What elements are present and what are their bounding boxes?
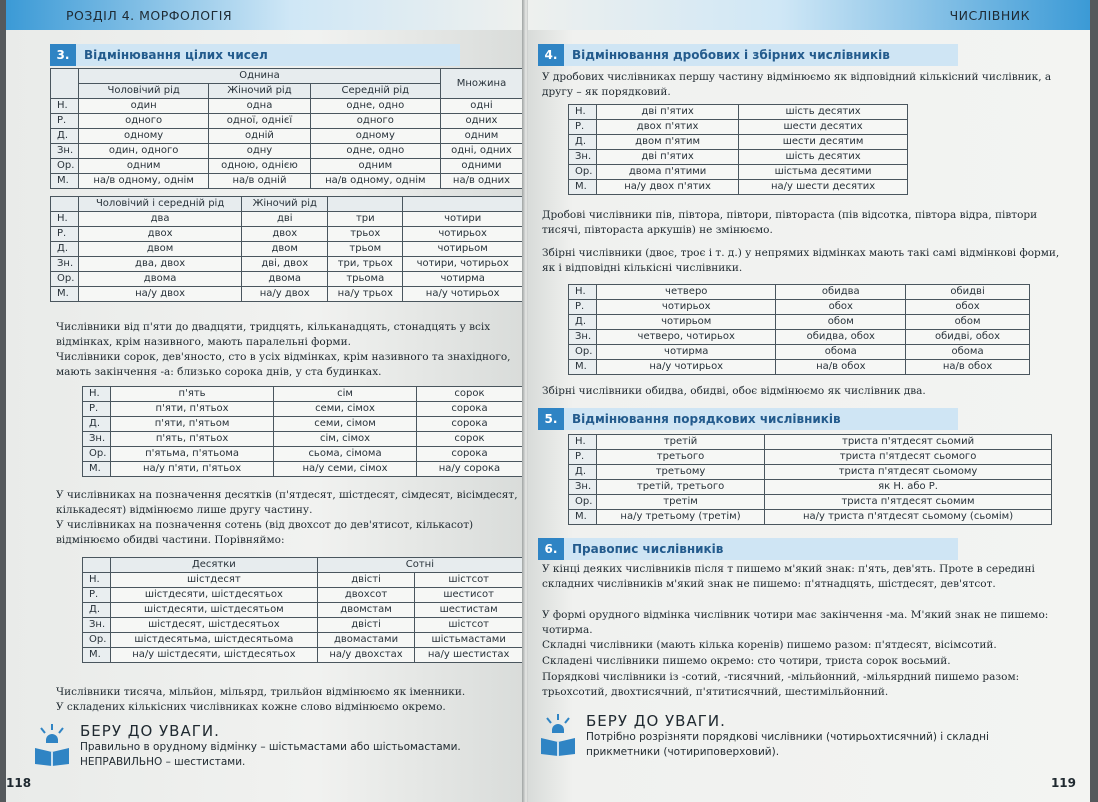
paragraph-hundreds: У числівниках на позначення сотень (від двохсот до дев'ятисот, кількасот) відмінюємо обидві частини. Порівняймо: [56,519,474,546]
case-label: Р. [569,450,597,465]
table-cell: трьома [328,272,403,287]
column-header: Жіночий рід [242,197,328,212]
declension-table-two-four [50,196,523,302]
table-cell: третім [597,495,765,510]
table-cell: одним [79,159,209,174]
table-cell: четверо [597,285,776,300]
column-header [403,197,523,212]
table-cell: одному [310,129,440,144]
page-number-right: 119 [1050,776,1076,790]
table-row [51,227,523,242]
table-cell: на/в обох [776,360,906,375]
case-header-empty [83,558,111,573]
table-row [569,165,908,180]
paragraph-parallel-forms: Числівники від п'яти до двадцяти, тридцять, кільканадцять, стонадцять у всіх відмінках, крім називного, мають паралельні форми. [56,321,491,348]
table-cell: п'яти, п'ятьох [111,402,274,417]
section-6-header [538,538,958,560]
table-cell: двом п'ятим [597,135,739,150]
case-label: Н. [51,212,79,227]
declension-table-five-seven-forty [82,386,523,477]
table-cell: одним [440,129,522,144]
paragraph-soft-sign: У кінці деяких числівників після т пишемо м'який знак: п'ять, дев'ять. Проте в середині складних числівників м'який знак не пишемо: п'ятнадцять, шістдесят, дев'ятсот. [542,563,1035,590]
table-cell: п'ять, п'ятьох [111,432,274,447]
case-label: Д. [569,135,597,150]
table-row [51,174,523,189]
table-cell: дві п'ятих [597,150,739,165]
table-cell: чотирьом [597,315,776,330]
table-cell: одними [440,159,522,174]
table-row [569,435,1052,450]
table-row [569,180,908,195]
paragraph-obydva: Збірні числівники обидва, обидві, обоє відмінюємо як числівник два. [542,385,926,397]
table-cell: шістдесят, шістдесятьох [111,618,318,633]
column-header: Жіночий рід [209,84,310,99]
table-cell: обидві, обох [906,330,1030,345]
table-cell: третьому [597,465,765,480]
table-cell: п'ятьма, п'ятьома [111,447,274,462]
table-cell: сім, сімох [274,432,417,447]
case-label: М. [569,510,597,525]
table-cell: на/у двохстах [317,648,415,663]
paragraph-chotyrma: У формі орудного відмінка числівник чотири має закінчення -ма. М'який знак не пишемо: чотирма. [542,609,1049,636]
table-row [569,330,1030,345]
column-header: Множина [440,69,522,99]
table-cell: одних [440,114,522,129]
section-number: 4. [538,44,564,66]
case-label: Р. [83,402,111,417]
table-cell: одним [310,159,440,174]
case-label: Ор. [51,272,79,287]
case-label: Зн. [83,618,111,633]
column-header: Десятки [111,558,318,573]
table-cell: обома [776,345,906,360]
book-lamp-icon [32,722,72,766]
table-cell: два [79,212,242,227]
case-label: Н. [569,105,597,120]
table-cell: п'ять [111,387,274,402]
case-label: Н. [83,387,111,402]
table-cell: на/у п'яти, п'ятьох [111,462,274,477]
table-row [569,495,1052,510]
column-header: Сотні [317,558,522,573]
case-label: Ор. [83,447,111,462]
case-label: Зн. [83,432,111,447]
table-cell: одні [440,99,522,114]
case-label: Зн. [569,480,597,495]
table-cell: на/у двох [79,287,242,302]
fraction-declension-table [568,104,908,195]
table-cell: двомастами [317,633,415,648]
case-label: Зн. [51,144,79,159]
section-title: Відмінювання дробових і збірних числівників [572,48,890,62]
table-row [51,129,523,144]
table-cell: триста п'ятдесят сьомим [765,495,1052,510]
case-label: Зн. [569,330,597,345]
table-cell: чотирма [597,345,776,360]
table-cell: одну [209,144,310,159]
paragraph-sorok: Числівники сорок, дев'яносто, сто в усіх відмінках, крім називного та знахідного, мають закінчення -а: близько сорока днів, у ста будинках. [56,351,511,378]
table-cell: одні, одних [440,144,522,159]
table-cell: семи, сімох [274,402,417,417]
left-page [6,0,523,802]
table-row [51,99,523,114]
table-cell: двісті [317,618,415,633]
table-cell: одної, однієї [209,114,310,129]
table-cell: двома [242,272,328,287]
table-row [83,588,523,603]
table-cell: одна [209,99,310,114]
table-cell: чотирьох [403,227,523,242]
table-cell: одній [209,129,310,144]
column-header: Середній рід [310,84,440,99]
column-header [328,197,403,212]
table-cell: сім [274,387,417,402]
paragraph-fractions: У дробових числівниках першу частину відмінюємо як відповідний кількісний числівник, а другу – як порядковий. [542,71,1052,98]
table-cell: шістдесяти, шістдесятьох [111,588,318,603]
case-label: М. [83,462,111,477]
notice-box-left [32,722,518,770]
table-cell: третій, третього [597,480,765,495]
table-cell: двома [79,272,242,287]
table-cell: четверо, чотирьох [597,330,776,345]
table-cell: сорока [416,447,522,462]
paragraph-compound: У складених кількісних числівниках кожне слово відмінюємо окремо. [56,701,446,713]
table-cell: на/у чотирьох [403,287,523,302]
section-3-header [50,44,460,66]
table-cell: третій [597,435,765,450]
ordinal-declension-table [568,434,1052,525]
table-row [569,135,908,150]
section-number: 5. [538,408,564,430]
case-label: Ор. [51,159,79,174]
table-row [51,272,523,287]
table-cell: шістдесят [111,573,318,588]
section-title: Правопис числівників [572,542,724,556]
case-label: Зн. [51,257,79,272]
table-cell: три, трьох [328,257,403,272]
page-number-left: 118 [6,776,32,790]
case-label: Р. [51,114,79,129]
table-row [51,257,523,272]
case-label: М. [83,648,111,663]
table-cell: шістдесяти, шістдесятьом [111,603,318,618]
notice-box-right [538,712,1058,760]
case-label: Д. [569,465,597,480]
case-label: Д. [51,129,79,144]
book-lamp-icon [538,712,578,756]
case-header-empty [51,197,79,212]
table-cell: двом [242,242,328,257]
table-row [569,510,1052,525]
section-number: 6. [538,538,564,560]
table-cell: дві, двох [242,257,328,272]
table-row [83,618,523,633]
table-cell: на/в одних [440,174,522,189]
table-row [51,144,523,159]
table-cell: двох п'ятих [597,120,739,135]
table-cell: триста п'ятдесят сьомого [765,450,1052,465]
paragraph-compound-numerals: Складені числівники пишемо окремо: сто чотири, триста сорок восьмий. [542,655,951,667]
left-running-head: РОЗДІЛ 4. МОРФОЛОГІЯ [6,0,523,30]
table-cell: п'яти, п'ятьом [111,417,274,432]
table-row [569,300,1030,315]
table-cell: на/у шестистах [415,648,523,663]
notice-heading: БЕРУ ДО УВАГИ. [80,722,220,740]
table-row [83,648,523,663]
table-cell: трьох [328,227,403,242]
table-cell: семи, сімом [274,417,417,432]
table-row [569,285,1030,300]
case-label: Н. [569,285,597,300]
table-cell: двісті [317,573,415,588]
table-row [51,159,523,174]
section-title: Відмінювання порядкових числівників [572,412,841,426]
right-page [528,0,1090,802]
table-row [83,573,523,588]
table-row [51,114,523,129]
table-cell: обидва [776,285,906,300]
table-cell: на/в одному, однім [79,174,209,189]
case-label: Ор. [83,633,111,648]
case-label: М. [569,180,597,195]
section-title: Відмінювання цілих чисел [84,48,268,62]
table-cell: обома [906,345,1030,360]
case-label: Ор. [569,165,597,180]
notice-text: Правильно в орудному відмінку – шістьмастами або шістьомастами. [80,741,461,753]
table-cell: шість десятих [739,150,908,165]
table-row [83,633,523,648]
table-cell: три [328,212,403,227]
table-row [83,402,523,417]
table-cell: сорок [416,432,522,447]
table-cell: дві п'ятих [597,105,739,120]
section-number: 3. [50,44,76,66]
table-cell: обом [776,315,906,330]
table-cell: на/у двох п'ятих [597,180,739,195]
case-label: Р. [51,227,79,242]
table-cell: шестисот [415,588,523,603]
table-cell: шістсот [415,573,523,588]
singular-group-header: Однина [79,69,441,84]
table-row [569,120,908,135]
table-cell: двох [242,227,328,242]
table-cell: чотирма [403,272,523,287]
paragraph-complex-numerals: Складні числівники (мають кілька коренів) пишемо разом: п'ятдесят, вісімсотий. [542,639,997,651]
table-cell: шести десятим [739,135,908,150]
table-row [83,447,523,462]
notice-heading: БЕРУ ДО УВАГИ. [586,712,726,730]
paragraph-thousand: Числівники тисяча, мільйон, мільярд, трильйон відмінюємо як іменники. [56,686,466,698]
table-cell: одному [79,129,209,144]
table-cell: чотири [403,212,523,227]
case-label: Ор. [569,345,597,360]
paragraph-tens: У числівниках на позначення десятків (п'ятдесят, шістдесят, сімдесят, вісімдесят, кількадесят) відмінюємо лише другу частину. [56,489,518,516]
paragraph-indeclinable-fractions: Дробові числівники пів, півтора, півтори, півтораста (пів відсотка, півтора відра, півтори тисячі, півтораста аркушів) не змінюємо. [542,209,1038,236]
table-cell: сорока [416,402,522,417]
table-cell: на/в одній [209,174,310,189]
table-cell: шістьмастами [415,633,523,648]
table-cell: одного [310,114,440,129]
table-row [569,150,908,165]
table-cell: двомстам [317,603,415,618]
table-cell: двохсот [317,588,415,603]
table-cell: на/в обох [906,360,1030,375]
table-cell: один [79,99,209,114]
case-label: Н. [51,99,79,114]
case-label: М. [51,287,79,302]
table-cell: як Н. або Р. [765,480,1052,495]
table-cell: шести десятих [739,120,908,135]
case-label: М. [569,360,597,375]
table-cell: триста п'ятдесят сьомий [765,435,1052,450]
case-label: Д. [83,603,111,618]
paragraph-collective: Збірні числівники (двоє, троє і т. д.) у непрямих відмінках мають такі самі відмінкові форми, як і відповідні кількісні числівники. [542,247,1060,274]
notice-text: Потрібно розрізняти порядкові числівники (чотирьохтисячний) і складні прикметники (чотириповерховий). [586,731,989,758]
section-5-header [538,408,958,430]
table-cell: трьом [328,242,403,257]
table-row [569,105,908,120]
case-label: Д. [51,242,79,257]
case-label: Ор. [569,495,597,510]
table-cell: чотири, чотирьох [403,257,523,272]
table-cell: шістдесятьма, шістдесятьома [111,633,318,648]
table-cell: чотирьох [597,300,776,315]
table-row [51,287,523,302]
declension-table-one [50,68,523,189]
section-4-header [538,44,958,66]
table-row [83,603,523,618]
case-label: Н. [569,435,597,450]
table-cell: обидва, обох [776,330,906,345]
table-row [51,242,523,257]
table-cell: одною, однією [209,159,310,174]
table-cell: обох [776,300,906,315]
case-label: Зн. [569,150,597,165]
table-cell: шість десятих [739,105,908,120]
table-cell: обидві [906,285,1030,300]
table-row [51,212,523,227]
table-row [569,360,1030,375]
table-cell: на/у шести десятих [739,180,908,195]
table-cell: сорока [416,417,522,432]
case-label: Р. [569,300,597,315]
table-row [569,465,1052,480]
table-cell: на/в одному, однім [310,174,440,189]
table-cell: двом [79,242,242,257]
table-cell: триста п'ятдесят сьомому [765,465,1052,480]
case-label: Д. [569,315,597,330]
table-cell: одне, одно [310,144,440,159]
table-cell: обох [906,300,1030,315]
column-header: Чоловічий і середній рід [79,197,242,212]
table-cell: дві [242,212,328,227]
table-cell: на/у шістдесяти, шістдесятьох [111,648,318,663]
case-label: Р. [569,120,597,135]
paragraph-ordinal-spelling: Порядкові числівники із -сотий, -тисячний, -мільйонний, -мільярдний пишемо разом: трьохсотий, двохтисячний, п'ятитисячний, шестимільйонний. [542,671,1020,698]
table-cell: чотирьом [403,242,523,257]
table-cell: обом [906,315,1030,330]
table-cell: на/у семи, сімох [274,462,417,477]
column-header: Чоловічий рід [79,84,209,99]
case-header-empty [51,69,79,99]
table-cell: шістсот [415,618,523,633]
table-cell: третього [597,450,765,465]
table-cell: двох [79,227,242,242]
case-label: Н. [83,573,111,588]
case-label: М. [51,174,79,189]
case-label: Д. [83,417,111,432]
declension-table-tens-hundreds [82,557,523,663]
table-cell: одного [79,114,209,129]
table-cell: два, двох [79,257,242,272]
case-label: Р. [83,588,111,603]
table-row [569,480,1052,495]
table-cell: двома п'ятими [597,165,739,180]
table-row [83,462,523,477]
notice-text: НЕПРАВИЛЬНО – шестистами. [80,756,246,768]
table-cell: одне, одно [310,99,440,114]
table-row [83,432,523,447]
table-cell: на/у сорока [416,462,522,477]
table-cell: на/у третьому (третім) [597,510,765,525]
table-row [569,450,1052,465]
table-cell: шістьма десятими [739,165,908,180]
table-cell: сьома, сімома [274,447,417,462]
table-row [569,315,1030,330]
right-running-head: ЧИСЛІВНИК [528,0,1090,30]
table-cell: на/у триста п'ятдесят сьомому (сьомім) [765,510,1052,525]
table-row [569,345,1030,360]
table-row [83,417,523,432]
table-row [83,387,523,402]
table-cell: на/у двох [242,287,328,302]
table-cell: сорок [416,387,522,402]
collective-declension-table [568,284,1030,375]
table-cell: один, одного [79,144,209,159]
table-cell: шестистам [415,603,523,618]
table-cell: на/у чотирьох [597,360,776,375]
table-cell: на/у трьох [328,287,403,302]
